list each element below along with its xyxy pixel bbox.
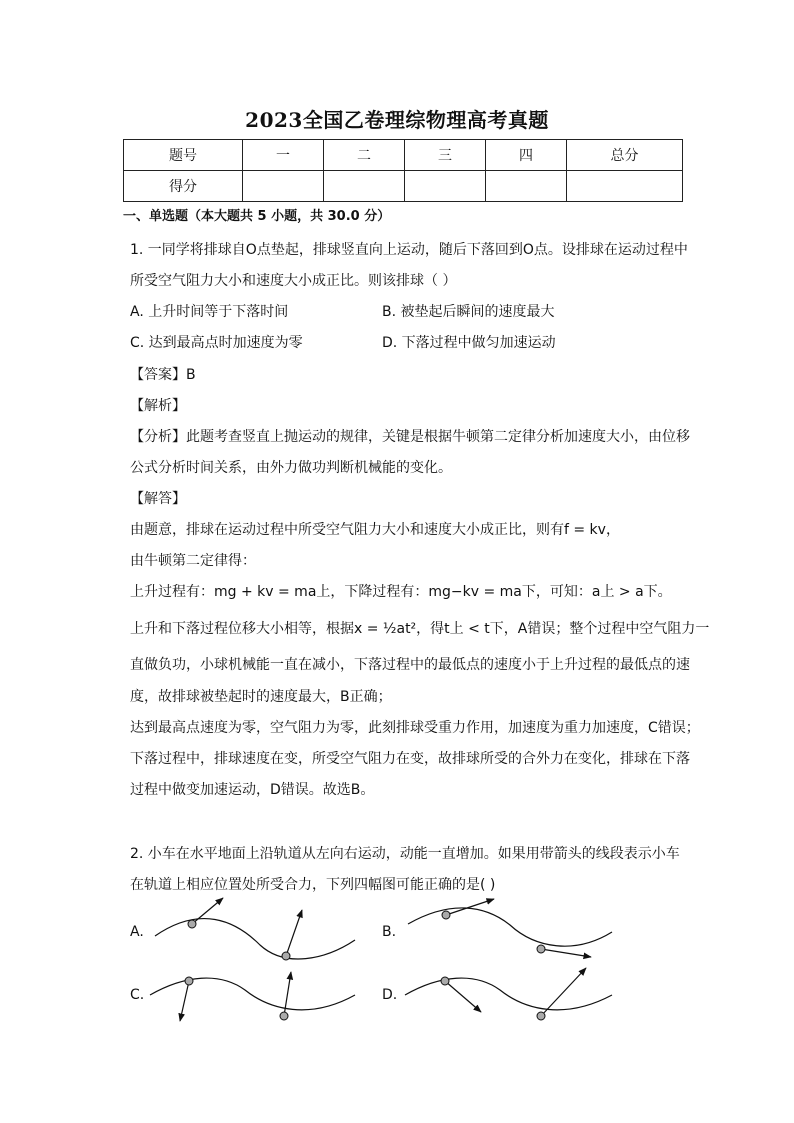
diagram-d: [405, 968, 612, 1020]
force-arrow: [286, 910, 302, 956]
solution-line7: 达到最高点速度为零，空气阻力为零，此刻排球受重力作用，加速度为重力加速度，C错误；: [130, 720, 700, 736]
table-cell: 总分: [567, 140, 683, 171]
solution-line1: 由题意，排球在运动过程中所受空气阻力大小和速度大小成正比，则有f = kv，: [130, 522, 620, 538]
diagram-a: [155, 898, 355, 960]
diagram-b: [408, 899, 612, 957]
car-position: [185, 977, 193, 985]
track-curve: [155, 919, 355, 959]
option-b: B. 被垫起后瞬间的速度最大: [382, 304, 555, 320]
car-position: [282, 952, 290, 960]
force-arrow: [541, 968, 586, 1016]
table-cell: 四: [486, 140, 567, 171]
question-1-stem-line1: 1. 一同学将排球自O点垫起，排球竖直向上运动，随后下落回到O点。设排球在运动过程中: [130, 242, 688, 258]
option-d: D. 下落过程中做匀加速运动: [382, 335, 556, 351]
solution-line9: 过程中做变加速运动，D错误。故选B。: [130, 782, 375, 798]
track-curve: [405, 978, 612, 1010]
force-arrow: [541, 949, 591, 957]
car-position: [442, 911, 450, 919]
force-arrow: [180, 981, 189, 1021]
analysis-line1: 【分析】此题考查竖直上抛运动的规律，关键是根据牛顿第二定律分析加速度大小，由位移: [130, 429, 690, 445]
car-position: [537, 945, 545, 953]
question-1-stem-line2: 所受空气阻力大小和速度大小成正比。则该排球（ ）: [130, 273, 457, 289]
page-title: 2023全国乙卷理综物理高考真题: [245, 108, 549, 132]
solution-label: 【解答】: [130, 491, 186, 507]
table-cell: 二: [324, 140, 405, 171]
solution-line3: 上升过程有：mg + kv = ma上，下降过程有：mg−kv = ma下，可知：a上 > a下。: [130, 584, 672, 600]
solution-line4: 上升和下落过程位移大小相等，根据x = ½at²，得t上 < t下，A错误；整个过程中空气阻力一: [130, 621, 710, 637]
solution-line8: 下落过程中，排球速度在变，所受空气阻力在变，故排球所受的合外力在变化，排球在下落: [130, 751, 690, 767]
table-cell: 三: [405, 140, 486, 171]
diagram-c: [150, 972, 355, 1021]
table-cell: 得分: [124, 171, 243, 202]
table-cell: 题号: [124, 140, 243, 171]
car-position: [280, 1012, 288, 1020]
figure-label-d: D.: [382, 987, 398, 1003]
figure-label-c: C.: [130, 987, 145, 1003]
table-cell: 一: [243, 140, 324, 171]
solution-line2: 由牛顿第二定律得：: [130, 553, 256, 569]
force-arrow: [445, 981, 481, 1012]
answer-label: 【答案】B: [130, 367, 196, 383]
car-position: [537, 1012, 545, 1020]
track-curve: [150, 978, 355, 1010]
option-a: A. 上升时间等于下落时间: [130, 304, 289, 320]
analysis-line2: 公式分析时间关系，由外力做功判断机械能的变化。: [130, 460, 452, 476]
option-c: C. 达到最高点时加速度为零: [130, 335, 303, 351]
figure-label-a: A.: [130, 924, 144, 940]
solution-line5: 直做负功，小球机械能一直在减小，下落过程中的最低点的速度小于上升过程的最低点的速: [130, 657, 690, 673]
section-heading: 一、单选题（本大题共 5 小题，共 30.0 分）: [123, 209, 391, 224]
question-2-stem-line1: 2. 小车在水平地面上沿轨道从左向右运动，动能一直增加。如果用带箭头的线段表示小车: [130, 846, 680, 862]
car-position: [188, 920, 196, 928]
analysis-label: 【解析】: [130, 398, 186, 414]
track-curve: [408, 908, 612, 946]
question-2-stem-line2: 在轨道上相应位置处所受合力，下列四幅图可能正确的是( ): [130, 877, 496, 893]
solution-line6: 度，故排球被垫起时的速度最大，B正确；: [130, 689, 392, 705]
car-position: [441, 977, 449, 985]
figure-label-b: B.: [382, 924, 397, 940]
